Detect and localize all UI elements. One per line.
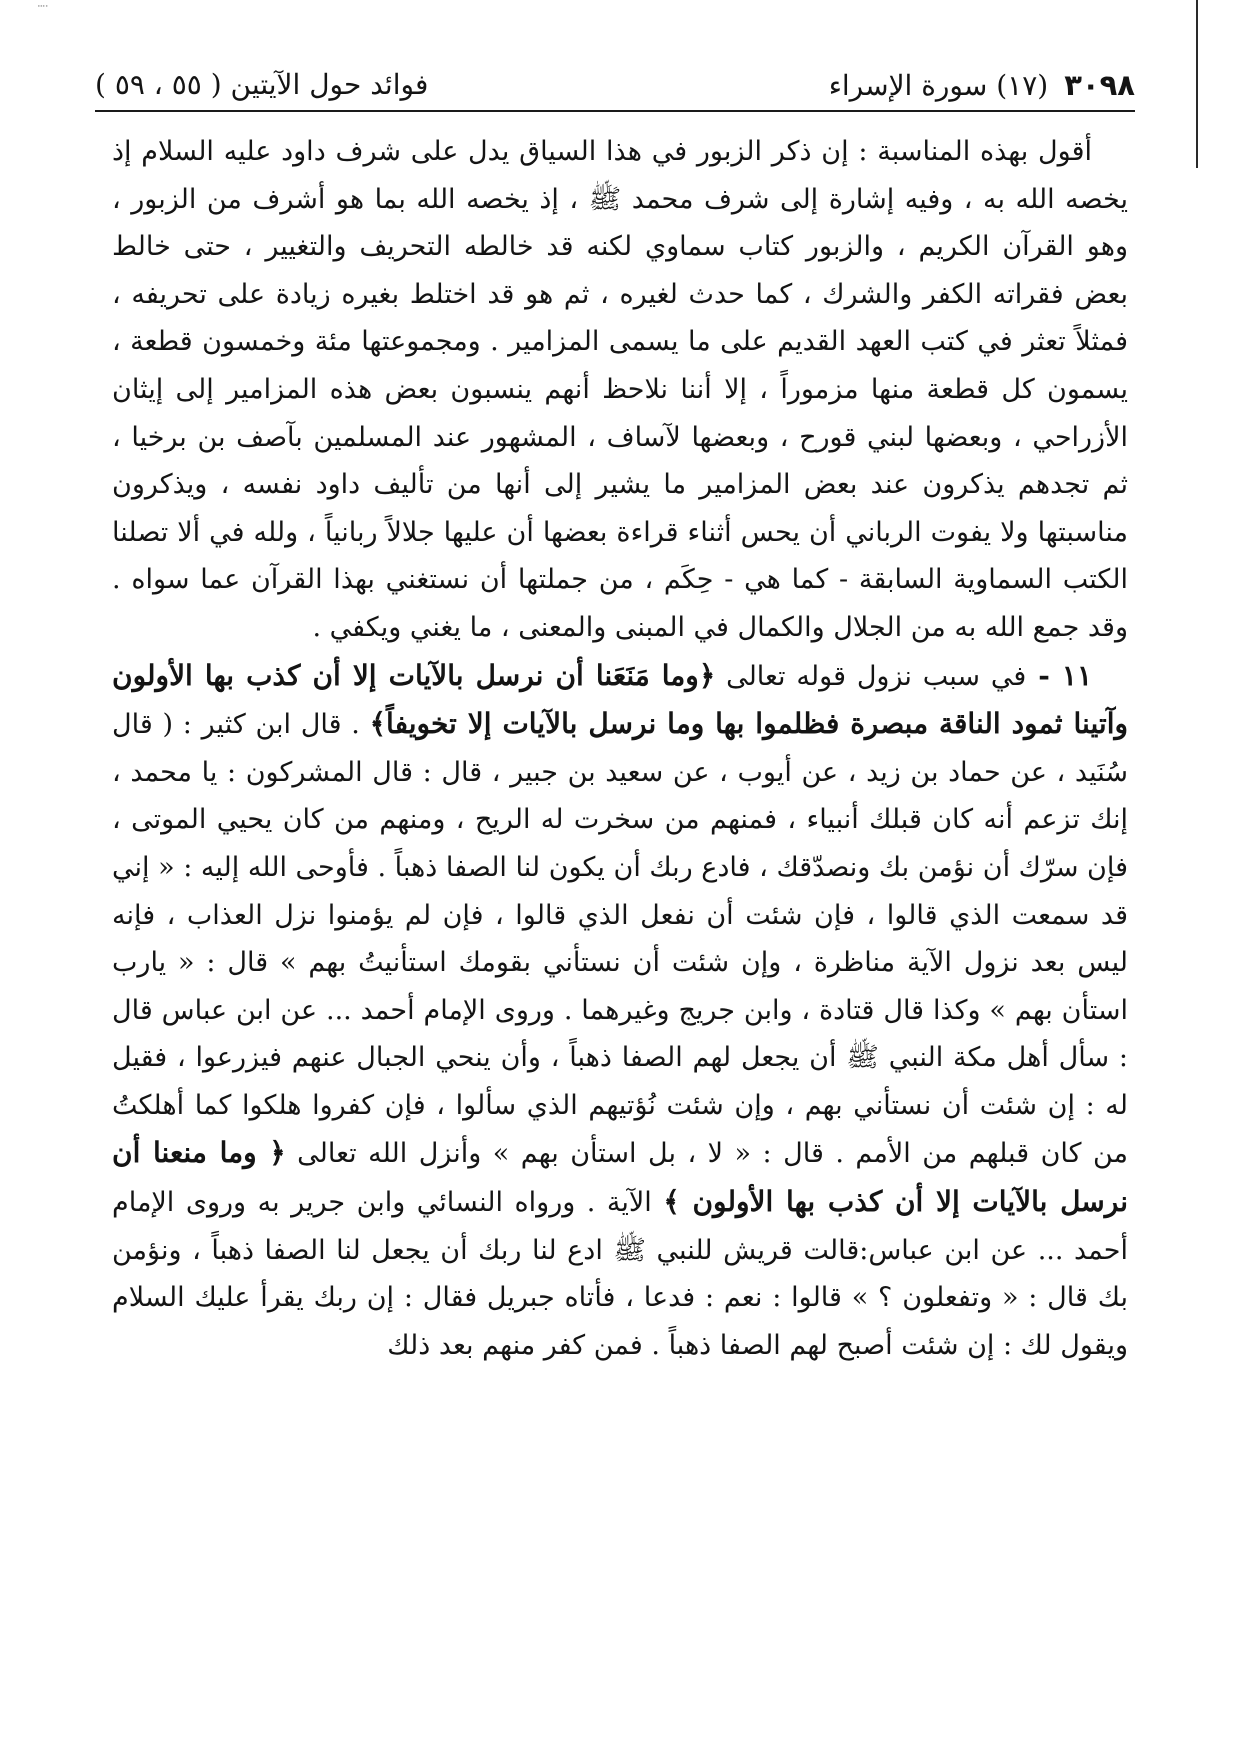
surah-title: (١٧) سورة الإسراء	[828, 69, 1049, 102]
quran-verse-quote-2: ﴿ وما منعنا أن نرسل بالآيات إلا أن كذب بها الأولون ﴾	[112, 1136, 1129, 1219]
quran-verse-quote: ﴿وما مَنَعَنا أن نرسل بالآيات إلا أن كذب بها الأولون وآتينا ثمود الناقة مبصرة فظلموا بها وما نرسل بالآيات إلا تخويفاً﴾	[112, 658, 1128, 741]
section-title: فوائد حول الآيتين ( ٥٥ ، ٥٩ )	[95, 68, 429, 101]
point-number: ١١ -	[1026, 658, 1092, 692]
paragraph-text: أقول بهذه المناسبة : إن ذكر الزبور في هذا السياق يدل على شرف داود عليه السلام إذ يخصه الله به ، وفيه إشارة إلى شرف محمد ﷺ ، إذ يخصه الله بما هو أشرف من الزبور ، وهو القرآن الكريم ، والزبور كتاب سماوي لكنه قد خالطه التحريف والتغيير ، حتى خالط بعض فقراته الكفر والشرك ، كما حدث لغيره ، ثم هو قد اختلط بغيره زيادة على تحريفه ، فمثلاً تعثر في كتب العهد القديم على ما يسمى المزامير . ومجموعتها مئة وخمسون قطعة ، يسمون كل قطعة منها مزموراً ، إلا أننا نلاحظ أنهم ينسبون بعض هذه المزامير إلى إيثان الأزراحي ، وبعضها لبني قورح ، وبعضها لآساف ، المشهور عند المسلمين بآصف بن برخيا ، ثم تجدهم يذكرون عند بعض المزامير ما يشير إلى أنها من تأليف داود نفسه ، ويذكرون مناسبتها ولا يفوت الرباني أن يحس أثناء قراءة بعضها أن عليها جلالاً ربانياً ، ولله في ألا تصلنا الكتب السماوية السابقة - كما هي - حِكَم ، من جملتها أن نستغني بهذا القرآن عما سواه . وقد جمع الله به من الجلال والكمال في المبنى والمعنى ، ما يغني ويكفي .	[112, 136, 1128, 643]
narration-text: . قال ابن كثير : ( قال سُنَيد ، عن حماد بن زيد ، عن أيوب ، عن سعيد بن جبير ، قال : قال المشركون : يا محمد ، إنك تزعم أنه كان قبلك أنبياء ، فمنهم من سخرت له الريح ، ومنهم من كان يحيي الموتى ، فإن سرّك أن نؤمن بك ونصدّقك ، فادع ربك أن يكون لنا الصفا ذهباً . فأوحى الله إليه : « إني قد سمعت الذي قالوا ، فإن شئت أن نفعل الذي قالوا ، فإن لم يؤمنوا نزل العذاب ، فإنه ليس بعد نزول الآية مناظرة ، وإن شئت أن نستأني بقومك استأنيتُ بهم » قال : « يارب استأن بهم » وكذا قال قتادة ، وابن جريج وغيرهما . وروى الإمام أحمد ... عن ابن عباس قال : سأل أهل مكة النبي ﷺ أن يجعل لهم الصفا ذهباً ، وأن ينحي الجبال عنهم فيزرعوا ، فقيل له : إن شئت أن نستأني بهم ، وإن شئت نُؤتيهم الذي سألوا ، فإن كفروا هلكوا كما أهلكتُ من كان قبلهم من الأمم . قال : « لا ، بل استأن بهم » وأنزل الله تعالى	[112, 709, 1128, 1170]
header-divider	[95, 110, 1135, 112]
narration-text-2: الآية . ورواه النسائي وابن جرير به وروى الإمام أحمد ... عن ابن عباس:قالت قريش للنبي ﷺ ادع لنا ربك أن يجعل لنا الصفا ذهباً ، ونؤمن بك قال : « وتفعلون ؟ » قالوا : نعم : فدعا ، فأتاه جبريل فقال : إن ربك يقرأ عليك السلام ويقول لك : إن شئت أصبح لهم الصفا ذهباً . فمن كفر منهم بعد ذلك	[112, 1187, 1128, 1361]
scan-edge-line	[1196, 0, 1198, 168]
header-right-group	[829, 68, 1135, 102]
page-body	[112, 128, 1128, 1738]
paragraph-commentary	[112, 128, 1128, 652]
running-header	[95, 62, 1135, 114]
scan-margin-mark: ⁞	[34, 4, 50, 8]
intro-text: في سبب نزول قوله تعالى	[715, 660, 1027, 692]
paragraph-point-11	[112, 652, 1128, 1370]
page-number: ٣٠٩٨	[1064, 68, 1135, 102]
